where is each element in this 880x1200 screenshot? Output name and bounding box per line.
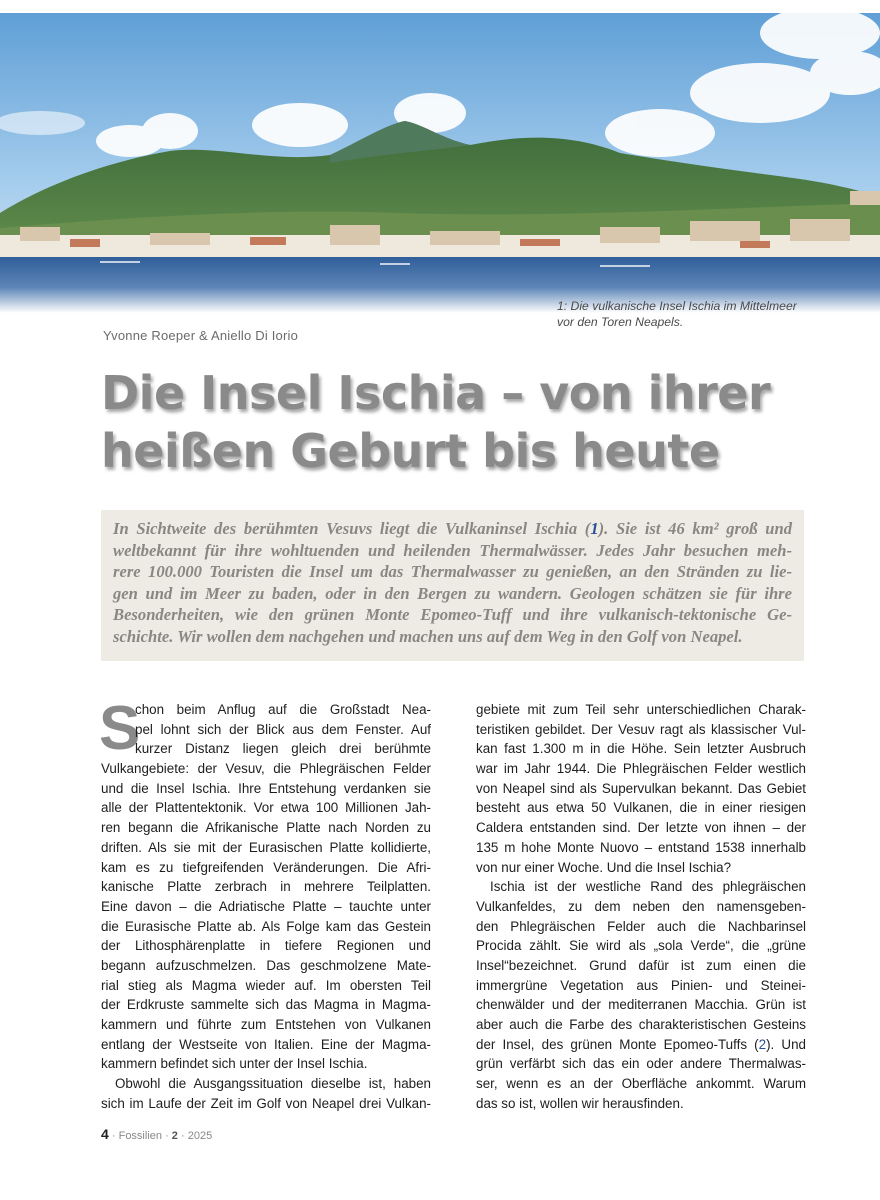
hero-photo — [0, 13, 880, 313]
body-line: entlang der Westseite von Italien. Eine der Magma- — [101, 1036, 431, 1052]
figure-reference: 2 — [758, 1036, 767, 1052]
body-line: begann aufzuschmelzen. Das geschmolzene Mate- — [101, 957, 431, 973]
body-line: gebiete mit zum Teil sehr unterschiedlichen Charak- — [476, 702, 806, 717]
body-line: ren begann die Afrikanische Platte nach Norden zu — [101, 820, 431, 836]
photo-caption — [557, 298, 867, 330]
ischia-landscape-image — [0, 13, 880, 313]
body-line: immergrüne Vegetation aus Pinien- und Steinei- — [476, 977, 806, 993]
lead-paragraph — [101, 510, 804, 661]
caption-line-2: vor den Toren Neapels. — [557, 315, 684, 329]
lead-line: In Sichtweite des berühmten Vesuvs liegt die Vulkaninsel Ischia (1). Sie ist 46 km² groß und — [113, 519, 792, 538]
issue-number: 2 — [171, 1130, 178, 1142]
article-title — [101, 364, 841, 480]
body-line: Vulkanfeldes, zu dem neben den namensgeben- — [476, 898, 806, 914]
body-line: alle der Plattentektonik. Vor etwa 100 Millionen Jah- — [101, 800, 431, 816]
body-line: chon beim Anflug auf die Großstadt Nea- — [135, 702, 431, 717]
lead-line: gen und im Meer zu baden, oder in den Bergen zu wandern. Geologen schätzen sie für ihre — [113, 583, 792, 603]
body-line: der Erdkruste sammelte sich das Magma in Magma- — [101, 997, 431, 1013]
body-line: kammern und führte zum Entstehen von Vulkanen — [101, 1017, 431, 1032]
body-line: von nur einer Woche. Und die Insel Ischia? — [476, 859, 732, 875]
body-line: besteht aus etwa 50 Vulkanen, die in einer riesigen — [476, 800, 806, 816]
body-line: der Insel, des grünen Monte Epomeo-Tuffs (2). Und — [476, 1036, 806, 1052]
body-column-left — [99, 694, 431, 1113]
issue-year: 2025 — [187, 1130, 213, 1142]
body-line: teristiken gebildet. Der Vesuv ragt als klassischer Vul- — [476, 721, 806, 737]
body-line: der Lithosphärenplatte in tiefere Regionen und — [101, 938, 431, 954]
page-footer: 4 · Fossilien · 2 · 2025 — [101, 1126, 213, 1142]
body-line: driften. Als sie mit der Eurasischen Platte kollidierte, — [101, 839, 431, 855]
body-line: kurzer Distanz liegen gleich drei berühmte — [135, 741, 431, 757]
body-line: Ischia ist der westliche Rand des phlegräischen — [490, 879, 806, 895]
body-line: aber auch die Farbe des charakteristischen Gesteins — [476, 1017, 806, 1032]
lead-line: rere 100.000 Touristen die Insel um das Thermalwasser zu genießen, an den Stränden zu lie- — [113, 562, 792, 582]
body-line: die Eurasische Platte ab. Als Folge kam das Gestein — [101, 918, 431, 934]
magazine-name: Fossilien — [118, 1130, 162, 1142]
body-line: Eine davon – die Adriatische Platte – tauchte unter — [101, 898, 431, 914]
body-line: Procida zählt. Sie wird als „sola Verde“, die „grüne — [476, 938, 806, 954]
body-line: chenwälder und der mediterranen Macchia. Grün ist — [476, 997, 806, 1013]
figure-reference: 1 — [590, 519, 599, 538]
body-line: war im Jahr 1944. Die Phlegräischen Felder westlich — [476, 761, 806, 777]
article-authors: Yvonne Roeper & Aniello Di Iorio — [103, 328, 299, 343]
body-line: den Phlegräischen Felder auch die Nachbarinsel — [476, 918, 806, 934]
body-line: pel lohnt sich der Blick aus dem Fenster. Auf — [135, 721, 431, 737]
body-line: von Neapel sind als Supervulkan bekannt. Das Gebiet — [476, 780, 806, 796]
body-line: Obwohl die Ausgangssituation dieselbe ist, haben — [115, 1076, 431, 1092]
body-line: Vulkangebiete: der Vesuv, die Phlegräischen Felder — [101, 761, 431, 777]
page-number: 4 — [101, 1126, 109, 1142]
title-line-1: Die Insel Ischia – von ihrer — [101, 366, 771, 420]
title-line-2: heißen Geburt bis heute — [101, 424, 720, 478]
body-line: Insel“bezeichnet. Grund dafür ist zum einen die — [476, 957, 806, 973]
body-line: Caldera entstanden sind. Der letzte von ihnen – der — [476, 820, 806, 836]
body-line: kanische Platte zerbrach in mehrere Teilplatten. — [101, 879, 431, 895]
lead-line: Besonderheiten, wie den grünen Monte Epomeo-Tuff und ihre vulkanisch-tektonische Ge- — [113, 605, 792, 625]
body-line: 135 m hohe Monte Nuovo – entstand 1538 innerhalb — [476, 839, 806, 855]
body-line: kam es zu tiefgreifenden Veränderungen. Die Afri- — [101, 859, 431, 875]
body-line: kan fast 1.300 m in die Höhe. Sein letzter Ausbruch — [476, 741, 806, 757]
body-line: kammern befindet sich unter der Insel Ischia. — [101, 1056, 368, 1072]
body-line: ser, wenn es an der Oberfläche ankommt. Warum — [476, 1076, 806, 1092]
body-line: sich im Laufe der Zeit im Golf von Neapel drei Vulkan- — [101, 1095, 431, 1111]
body-line: rial stieg als Magma wieder auf. Im obersten Teil — [101, 977, 431, 993]
body-line: das so ist, wollen wir herausfinden. — [476, 1095, 684, 1111]
body-line: grün verfärbt sich das ein oder andere Thermalwas- — [476, 1056, 806, 1072]
lead-line: schichte. Wir wollen dem nachgehen und machen uns auf dem Weg in den Golf von Neapel. — [113, 626, 743, 646]
body-column-right — [476, 700, 806, 1113]
lead-line: weltbekannt für ihre wohltuenden und heilenden Thermalwässer. Jedes Jahr besuchen meh- — [113, 540, 792, 560]
caption-line-1: 1: Die vulkanische Insel Ischia im Mittelmeer — [557, 299, 797, 313]
body-line: und die Insel Ischia. Ihre Entstehung verdanken sie — [101, 780, 431, 796]
drop-cap: S — [99, 694, 141, 763]
